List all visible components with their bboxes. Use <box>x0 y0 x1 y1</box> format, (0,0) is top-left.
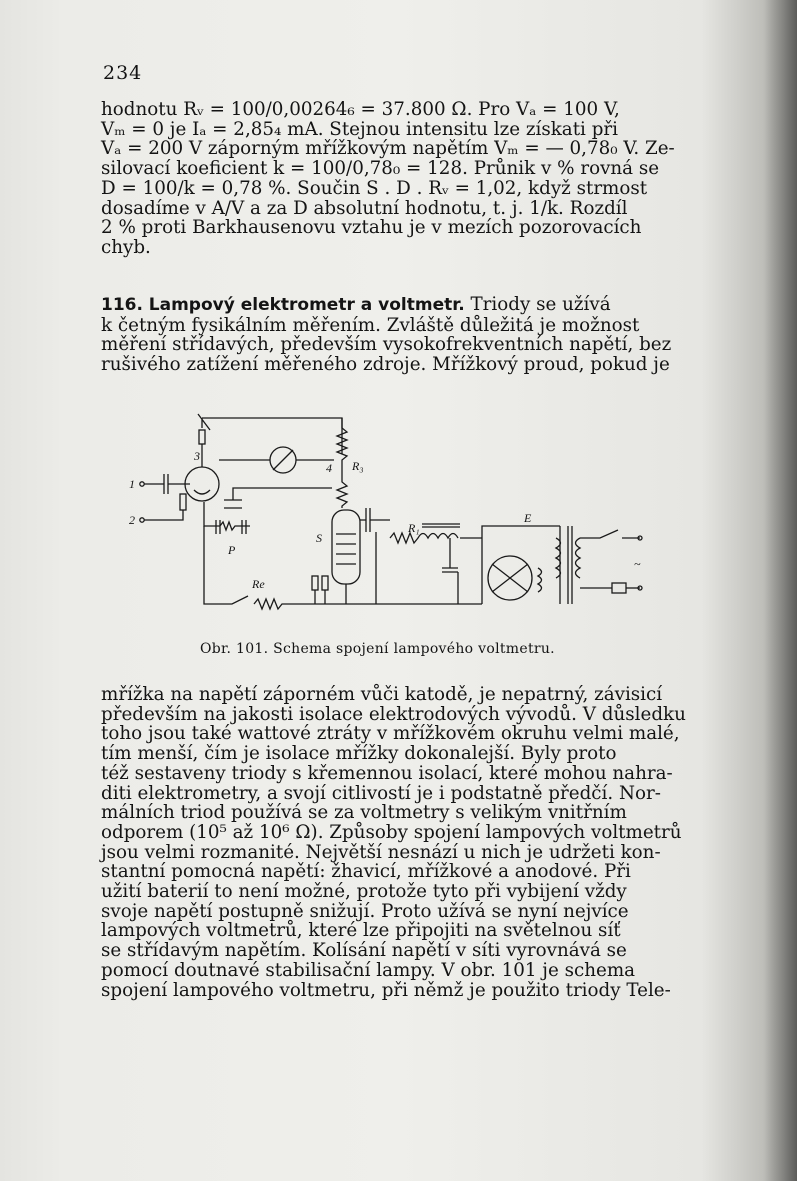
label-r1: R₁ <box>408 521 420 535</box>
text-line: D = 100/k = 0,78 %. Součin S . D . Rᵥ = 1,02, když strmost <box>101 177 648 199</box>
text-line: diti elektrometry, a svojí citlivostí je i podstatně předčí. Nor- <box>101 782 661 804</box>
text-line: měření střídavých, především vysokofrekventních napětí, bez <box>101 334 672 356</box>
paragraph-1 <box>101 100 677 258</box>
section-116 <box>101 295 677 375</box>
text-line: svoje napětí postupně snižují. Proto užívá se nyní nejvíce <box>101 900 629 922</box>
label-terminal-2: 2 <box>129 513 135 527</box>
resistor-r1-and-choke <box>390 533 458 543</box>
heater-coil <box>538 568 542 592</box>
text-line: mřížka na napětí záporném vůči katodě, je nepatrný, závisicí <box>101 684 663 705</box>
stabilizer-tube-s <box>332 510 360 584</box>
transformer-secondary <box>556 526 561 604</box>
bias-capacitor <box>224 500 242 508</box>
text-line: pomocí doutnavé stabilisační lampy. V obr. 101 je schema <box>101 959 636 981</box>
top-resistor <box>199 430 205 444</box>
page-number: 234 <box>103 62 143 84</box>
label-tube-3: 3 <box>194 449 200 463</box>
variable-resistor <box>198 414 210 430</box>
label-tube-4: 4 <box>326 461 332 475</box>
text-line: silovací koeficient k = 100/0,78₀ = 128. Průnik v % rovná se <box>101 158 660 180</box>
text-line: též sestaveny triody s křemennou isolací, které mohou nahra- <box>101 762 673 784</box>
text-line: málních triod používá se za voltmetry s velikým vnitřním <box>101 802 627 824</box>
ground-line-with-re <box>204 526 482 609</box>
text-line: stantní pomocná napětí: žhavicí, mřížkové a anodové. Při <box>101 861 631 883</box>
label-tilde: ~ <box>634 557 641 571</box>
text-line: Vₐ = 200 V záporným mřížkovým napětím Vₘ = — 0,78₀ V. Ze- <box>101 138 675 160</box>
label-s: S <box>316 531 322 545</box>
label-p: P <box>228 543 236 557</box>
text-line: 2 % proti Barkhausenovu vztahu je v mezích pozorovacích <box>101 217 642 239</box>
filter-capacitor <box>442 538 458 604</box>
text-line: se střídavým napětím. Kolísání napětí v síti vyrovnává se <box>101 940 627 962</box>
text-line: hodnotu Rᵥ = 100/0,00264₆ = 37.800 Ω. Pro Vₐ = 100 V, <box>101 99 620 120</box>
figure-caption: Obr. 101. Schema spojení lampového voltmetru. <box>200 641 555 657</box>
label-re: Re <box>252 577 265 591</box>
transformer-core <box>568 526 572 604</box>
rectifier-filaments <box>492 564 528 592</box>
circuit-schematic <box>120 408 660 618</box>
section-heading-line <box>101 295 677 316</box>
wire <box>315 532 376 604</box>
terminal-1-dot <box>140 482 144 486</box>
text-line: jsou velmi rozmanité. Největší nesnází u nich je udržeti kon- <box>101 841 661 863</box>
input-capacitor <box>144 474 180 494</box>
section-number: 116. <box>101 295 143 315</box>
text-line: chyb. <box>101 236 151 258</box>
section-title: Lampový elektrometr a voltmetr. <box>148 295 465 315</box>
transformer-primary <box>576 538 581 578</box>
wire <box>233 488 332 500</box>
text-line: užití baterií to není možné, protože tyto při vybijení vždy <box>101 881 627 903</box>
page-gutter-shadow <box>763 0 797 1181</box>
paragraph-3 <box>101 684 686 1001</box>
text-line: Triody se užívá <box>470 294 611 315</box>
diode-tube-3 <box>185 467 219 501</box>
text-line: Vₘ = 0 je Iₐ = 2,85₄ mA. Stejnou intensitu lze získati při <box>101 118 618 140</box>
mains-switch <box>580 530 640 588</box>
text-line: především na jakosti isolace elektrodových vývodů. V důsledku <box>101 703 686 725</box>
label-e: E <box>524 511 532 525</box>
wire <box>460 526 560 604</box>
grid-leak-resistor <box>180 494 186 510</box>
text-line: k četným fysikálním měřením. Zvláště důležitá je možnost <box>101 314 640 336</box>
text-line: lampových voltmetrů, které lze připojiti na světelnou síť <box>101 920 621 942</box>
wire <box>144 510 183 520</box>
text-line: rušivého zatížení měřeného zdroje. Mřížkový proud, pokud je <box>101 354 670 376</box>
text-line: toho jsou také wattové ztráty v mřížkovém okruhu velmi malé, <box>101 723 680 745</box>
label-r3: R₃ <box>352 459 364 473</box>
potentiometer-p <box>204 502 250 534</box>
schematic-svg <box>120 408 660 618</box>
meter-needle <box>273 450 293 470</box>
text-line: tím menší, čím je isolace mřížky dokonalejší. Byly proto <box>101 743 617 765</box>
stabilizer-electrodes <box>336 534 356 564</box>
label-terminal-1: 1 <box>129 477 135 491</box>
text-line: dosadíme v A/V a za D absolutní hodnotu, t. j. 1/k. Rozdíl <box>101 197 628 219</box>
terminal-2-dot <box>140 518 144 522</box>
coupling-capacitor <box>360 508 390 532</box>
cathode-resistor <box>312 576 318 590</box>
text-line: spojení lampového voltmetru, při němž je použito triody Tele- <box>101 979 671 1001</box>
text-line: odporem (10⁵ až 10⁶ Ω). Způsoby spojení lampových voltmetrů <box>101 821 682 843</box>
choke-core <box>422 524 460 527</box>
cathode-resistor <box>322 576 328 590</box>
mains-fuse <box>612 583 626 593</box>
